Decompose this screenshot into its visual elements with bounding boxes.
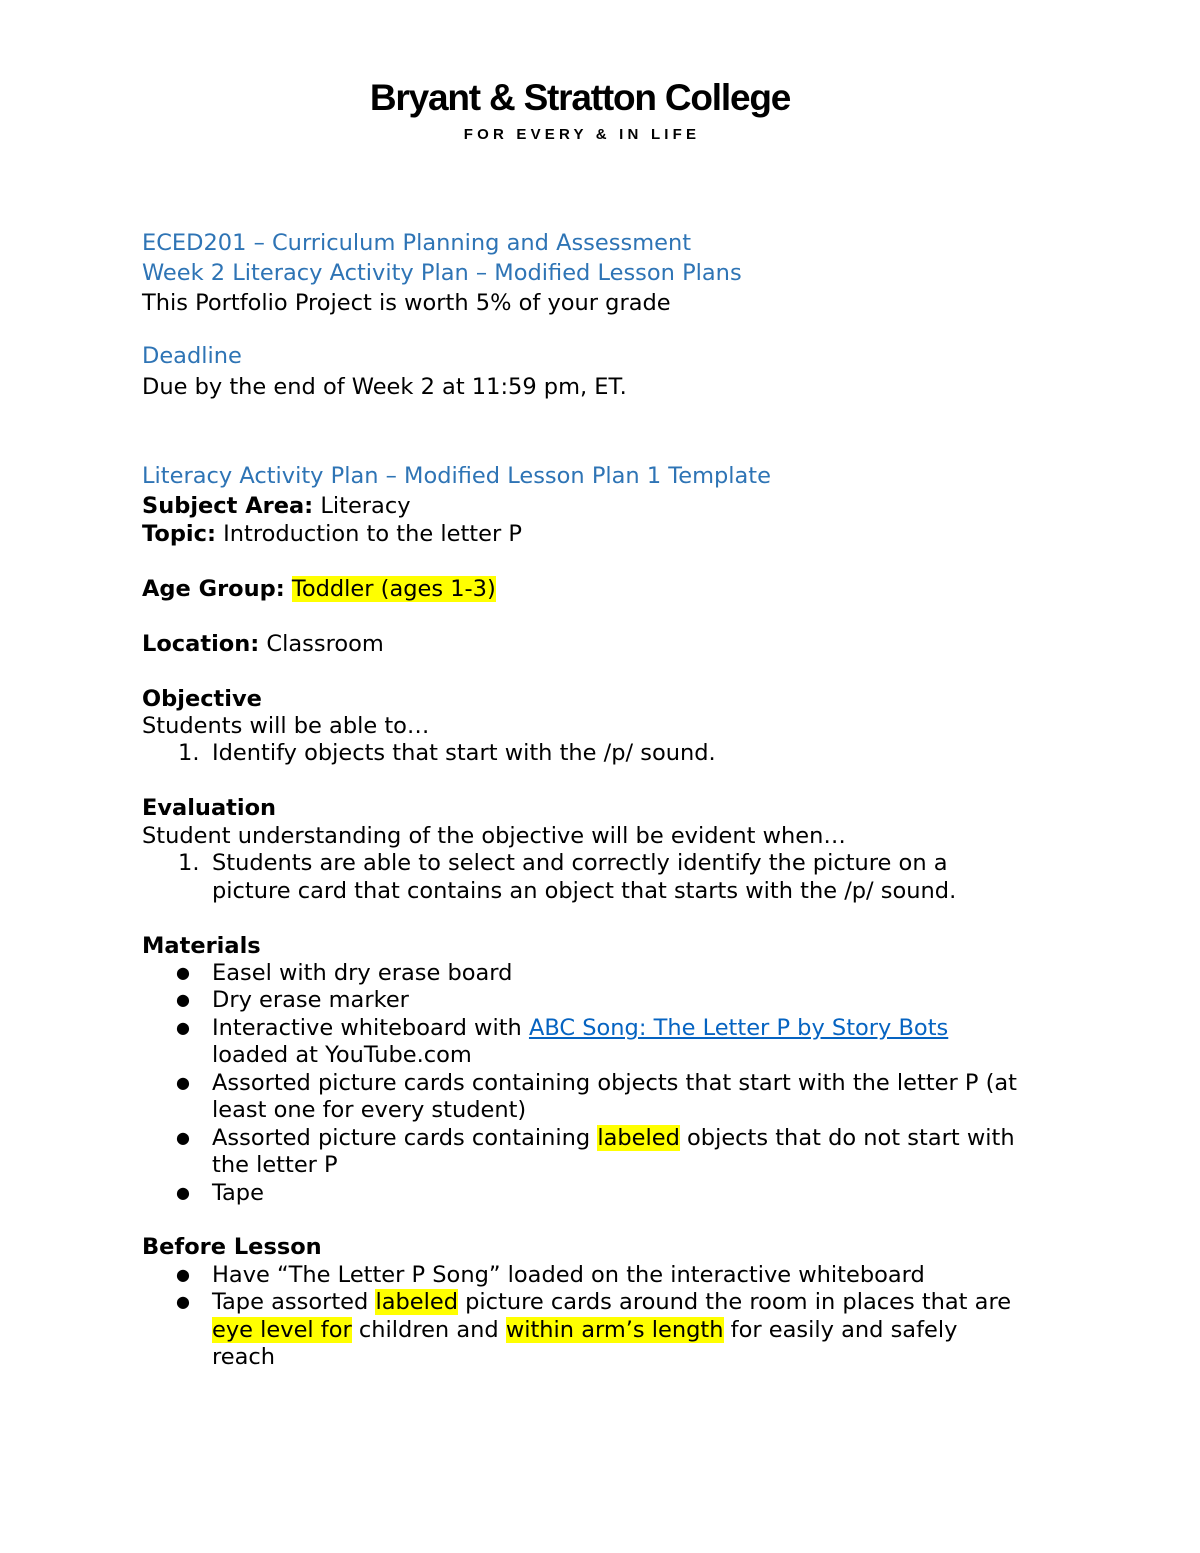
bullet-icon: ● bbox=[176, 1128, 190, 1147]
location-value: Classroom bbox=[259, 631, 384, 657]
bullet-icon: ● bbox=[176, 990, 190, 1009]
topic-label: Topic: bbox=[142, 521, 216, 547]
materials-heading: Materials bbox=[142, 933, 261, 959]
list-number: 1. bbox=[178, 740, 200, 766]
deadline-text: Due by the end of Week 2 at 11:59 pm, ET. bbox=[142, 374, 627, 400]
objective-heading: Objective bbox=[142, 686, 262, 712]
subject-value: Literacy bbox=[313, 493, 411, 519]
location-label: Location: bbox=[142, 631, 260, 657]
material-text: Assorted picture cards containing objects that start with the letter P (at bbox=[212, 1070, 1017, 1096]
subject-area bbox=[142, 492, 411, 520]
highlight-arms-length: within arm’s length bbox=[505, 1317, 724, 1343]
highlight-labeled: labeled bbox=[597, 1125, 680, 1151]
objective-intro: Students will be able to… bbox=[142, 713, 430, 739]
assignment-title: Week 2 Literacy Activity Plan – Modified Lesson Plans bbox=[142, 260, 742, 286]
abc-song-link[interactable]: ABC Song: The Letter P by Story Bots bbox=[528, 1015, 949, 1041]
grade-worth: This Portfolio Project is worth 5% of your grade bbox=[142, 290, 671, 316]
subject-label: Subject Area: bbox=[142, 493, 314, 519]
topic bbox=[142, 520, 522, 548]
before-lesson-text: Have “The Letter P Song” loaded on the interactive whiteboard bbox=[212, 1262, 925, 1288]
material-text-continued: loaded at YouTube.com bbox=[212, 1042, 472, 1068]
material-text: Easel with dry erase board bbox=[212, 960, 513, 986]
location bbox=[142, 630, 384, 658]
before-lesson-heading: Before Lesson bbox=[142, 1234, 322, 1260]
material-text-continued: the letter P bbox=[212, 1152, 338, 1178]
evaluation-text-line1: Students are able to select and correctly identify the picture on a bbox=[212, 850, 948, 876]
objective-text: Identify objects that start with the /p/ sound. bbox=[212, 740, 716, 766]
course-title: ECED201 – Curriculum Planning and Assessment bbox=[142, 230, 692, 256]
highlight-labeled: labeled bbox=[375, 1289, 458, 1315]
material-text: Tape bbox=[212, 1180, 264, 1206]
list-number: 1. bbox=[178, 850, 200, 876]
material-text: Dry erase marker bbox=[212, 987, 409, 1013]
college-logo bbox=[0, 78, 1156, 143]
brand-name: Bryant & Stratton College bbox=[369, 77, 791, 118]
bullet-icon: ● bbox=[176, 1292, 190, 1311]
before-lesson-text-continued: eye level for children and within arm’s length for easily and safely bbox=[212, 1317, 958, 1343]
topic-value: Introduction to the letter P bbox=[215, 521, 522, 547]
bullet-icon: ● bbox=[176, 963, 190, 982]
highlight-eye-level: eye level for bbox=[212, 1317, 352, 1343]
age-value: Toddler (ages 1-3) bbox=[291, 576, 496, 602]
bullet-icon: ● bbox=[176, 1183, 190, 1202]
evaluation-text-line2: picture card that contains an object that starts with the /p/ sound. bbox=[212, 878, 957, 904]
material-text: Assorted picture cards containing labeled objects that do not start with bbox=[212, 1125, 1015, 1151]
brand-tagline: FOR EVERY & IN LIFE bbox=[463, 126, 701, 143]
material-text: Interactive whiteboard with ABC Song: The Letter P by Story Bots bbox=[212, 1015, 949, 1041]
age-label: Age Group: bbox=[142, 576, 285, 602]
before-lesson-text: Tape assorted labeled picture cards around the room in places that are bbox=[212, 1289, 1012, 1315]
age-group bbox=[142, 575, 496, 603]
deadline-heading: Deadline bbox=[142, 343, 242, 369]
bullet-icon: ● bbox=[176, 1265, 190, 1284]
before-lesson-text-continued: reach bbox=[212, 1344, 276, 1370]
evaluation-intro: Student understanding of the objective will be evident when… bbox=[142, 823, 846, 849]
evaluation-heading: Evaluation bbox=[142, 795, 277, 821]
material-text-continued: least one for every student) bbox=[212, 1097, 527, 1123]
bullet-icon: ● bbox=[176, 1073, 190, 1092]
plan-title: Literacy Activity Plan – Modified Lesson Plan 1 Template bbox=[142, 463, 771, 489]
bullet-icon: ● bbox=[176, 1018, 190, 1037]
